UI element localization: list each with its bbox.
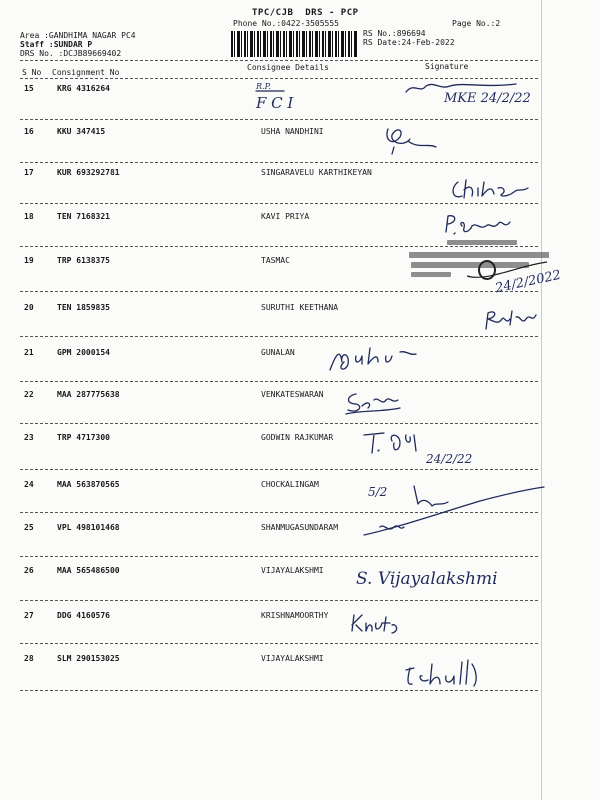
barcode (231, 31, 358, 57)
table-row (0, 168, 600, 212)
handwritten-signature (378, 123, 458, 157)
office-stamp (407, 240, 563, 300)
row-consignee: SHANMUGASUNDARAM (261, 523, 339, 532)
row-consignee: USHA NANDHINI (261, 127, 324, 136)
row-divider (20, 381, 538, 382)
handwritten-date-23: 24/2/22 (426, 452, 473, 466)
row-divider (20, 643, 538, 644)
handwritten-signature (448, 174, 538, 204)
row-sno: 22 (24, 390, 34, 399)
staff-label: Staff :SUNDAR P (20, 40, 93, 49)
rs-date: RS Date:24-Feb-2022 (363, 38, 455, 47)
handwritten-signature (480, 305, 542, 333)
area-label: Area :GANDHIMA NAGAR PC4 (20, 31, 136, 40)
page-number: Page No.:2 (452, 19, 501, 28)
row-sno: 28 (24, 654, 34, 663)
handwritten-signature (348, 611, 408, 637)
row-sno: 27 (24, 611, 34, 620)
handwritten-signature (402, 656, 522, 692)
table-row (0, 654, 600, 698)
row-divider (20, 423, 538, 424)
row-consignment: KRG 4316264 (57, 84, 110, 93)
row-consignee: VIJAYALAKSHMI (261, 566, 324, 575)
stamp-handwritten-date: 24/2/2022 (494, 267, 563, 297)
header-divider-top (20, 60, 538, 61)
handwritten-mark-24: 5/2 (368, 485, 388, 499)
row-consignment: TEN 7168321 (57, 212, 110, 221)
table-row (0, 127, 600, 171)
handwritten-signature (360, 429, 540, 469)
drs-number: DRS No. :DCJB89669402 (20, 49, 122, 58)
row-divider (20, 162, 538, 163)
row-consignment: MAA 563870565 (57, 480, 120, 489)
table-row (0, 390, 600, 434)
row-consignment: TRP 4717300 (57, 433, 110, 442)
row-consignment: MAA 565486500 (57, 566, 120, 575)
table-row (0, 84, 600, 128)
header-divider-bottom (20, 78, 538, 79)
table-row (0, 566, 600, 610)
row-sno: 23 (24, 433, 34, 442)
rs-number: RS No.:896694 (363, 29, 426, 38)
handwritten-fci: F C I (256, 94, 294, 112)
handwritten-signature (360, 483, 550, 543)
row-consignment: DDG 4160576 (57, 611, 110, 620)
row-consignee: TASMAC (261, 256, 290, 265)
table-row (0, 433, 600, 477)
handwritten-signature (326, 342, 436, 374)
row-consignee: CHOCKALINGAM (261, 480, 319, 489)
handwritten-signature (342, 388, 412, 416)
col-signature-header: Signature (425, 62, 469, 71)
row-consignment: SLM 290153025 (57, 654, 120, 663)
handwritten-name-26: S. Vijayalakshmi (356, 569, 498, 589)
row-sno: 26 (24, 566, 34, 575)
col-consignee-header: Consignee Details (247, 63, 329, 72)
handwritten-signature (354, 564, 544, 594)
row-consignment: TEN 1859835 (57, 303, 110, 312)
col-sno-header: S No (22, 68, 42, 77)
sheet-title: TPC/CJB DRS - PCP (252, 8, 359, 18)
row-consignee: GODWIN RAJKUMAR (261, 433, 334, 442)
table-row (0, 303, 600, 347)
row-sno: 17 (24, 168, 34, 177)
handwritten-signature (254, 80, 574, 120)
table-row (0, 523, 600, 567)
row-sno: 15 (24, 84, 34, 93)
row-sno: 18 (24, 212, 34, 221)
row-sno: 24 (24, 480, 34, 489)
table-row (0, 348, 600, 392)
row-consignment: VPL 498101468 (57, 523, 120, 532)
handwritten-signature (442, 212, 522, 240)
row-divider (20, 600, 538, 601)
phone-number: Phone No.:0422-3505555 (233, 19, 339, 28)
table-row (0, 611, 600, 655)
handwritten-date-15: MKE 24/2/22 (444, 91, 531, 106)
row-consignment: GPM 2000154 (57, 348, 110, 357)
row-divider (20, 336, 538, 337)
row-divider (20, 556, 538, 557)
row-sno: 20 (24, 303, 34, 312)
row-consignment: KUR 693292781 (57, 168, 120, 177)
row-sno: 19 (24, 256, 34, 265)
row-consignee: SINGARAVELU KARTHIKEYAN (261, 168, 372, 177)
row-consignee: VIJAYALAKSHMI (261, 654, 324, 663)
col-consignment-header: Consignment No (52, 68, 120, 77)
row-consignee: KRISHNAMOORTHY (261, 611, 329, 620)
row-consignee: SURUTHI KEETHANA (261, 303, 339, 312)
row-divider (20, 690, 538, 691)
stamp-graphic (407, 240, 563, 300)
row-consignee: KAVI PRIYA (261, 212, 310, 221)
row-sno: 25 (24, 523, 34, 532)
row-sno: 21 (24, 348, 34, 357)
row-divider (20, 203, 538, 204)
row-divider (20, 119, 538, 120)
row-consignee: GUNALAN (261, 348, 295, 357)
row-consignee: VENKATESWARAN (261, 390, 324, 399)
row-consignment: TRP 6138375 (57, 256, 110, 265)
row-consignment: MAA 287775638 (57, 390, 120, 399)
row-consignment: KKU 347415 (57, 127, 106, 136)
handwritten-rp: R.P. (256, 82, 271, 91)
row-divider (20, 469, 538, 470)
row-sno: 16 (24, 127, 34, 136)
